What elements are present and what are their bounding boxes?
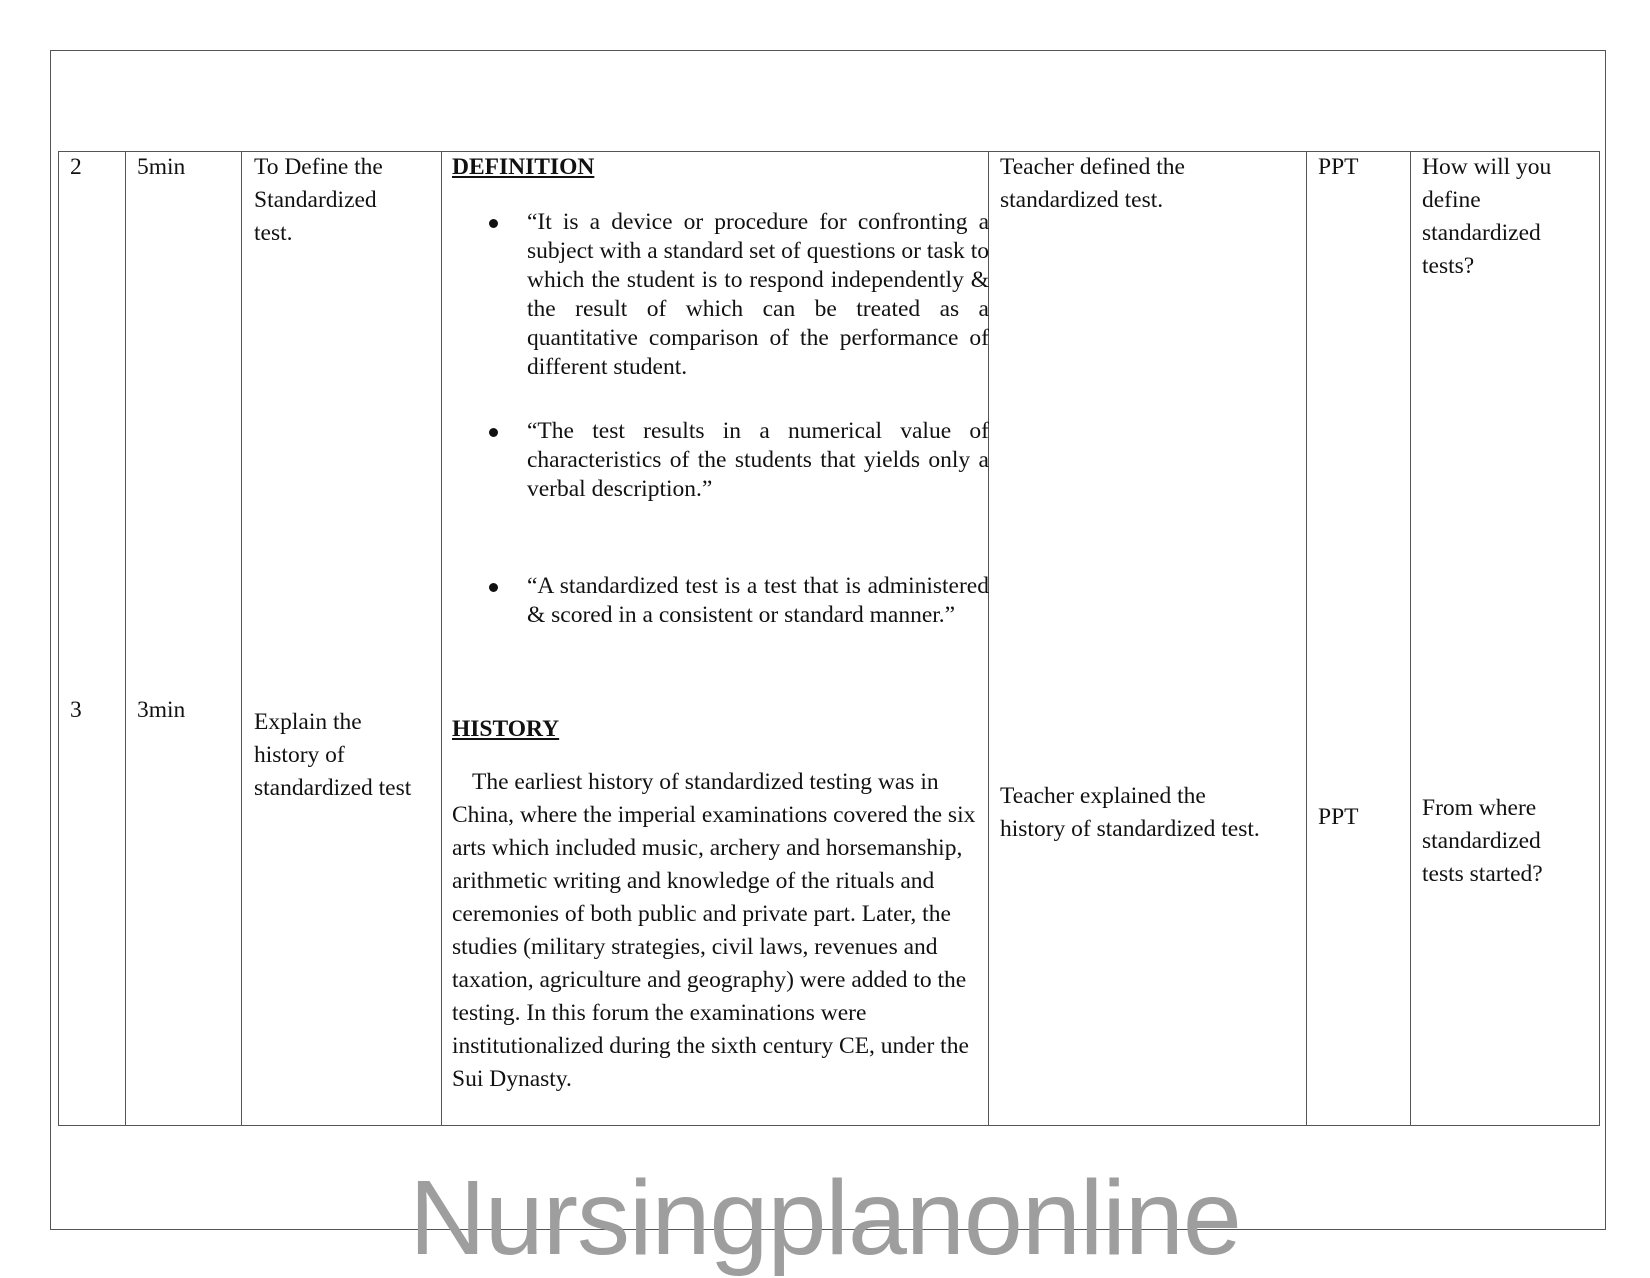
- bullet-icon: [489, 583, 498, 592]
- history-paragraph: The earliest history of standardized testing was in China, where the imperial examinations covered the six arts which included music, archery and horsemanship, arithmetic writing and knowledge of the rituals and ceremonies of both public and private part. Later, the studies (military strategies, civil laws, revenues and taxation, agriculture and geography) were added to the testing. In this forum the examinations were institutionalized during the sixth century CE, under the Sui Dynasty.: [452, 769, 976, 1092]
- objective-line: history of: [254, 742, 345, 768]
- definition-item: [467, 417, 989, 504]
- evaluation-line: standardized: [1422, 828, 1541, 854]
- activity-line: history of standardized test.: [1000, 816, 1260, 842]
- row-3-av-aid: PPT: [1318, 804, 1359, 830]
- definition-text: “A standardized test is a test that is administered & scored in a consistent or standard manner.”: [527, 573, 989, 628]
- evaluation-line: How will you: [1422, 154, 1552, 180]
- objective-line: Standardized: [254, 187, 377, 213]
- column-divider: [441, 151, 442, 1126]
- row-3-objective: [254, 706, 438, 805]
- column-divider: [1410, 151, 1411, 1126]
- activity-line: standardized test.: [1000, 187, 1164, 213]
- definition-list: [467, 208, 989, 382]
- row-2-teacher-activity: [1000, 151, 1300, 217]
- definition-item: [467, 572, 989, 630]
- row-2-evaluation: [1422, 151, 1600, 283]
- history-heading: HISTORY: [452, 716, 560, 742]
- column-divider: [241, 151, 242, 1126]
- bullet-icon: [489, 428, 498, 437]
- definition-heading: DEFINITION: [452, 154, 595, 180]
- objective-line: Explain the: [254, 709, 362, 735]
- activity-line: Teacher explained the: [1000, 783, 1206, 809]
- row-3-teacher-activity: [1000, 780, 1300, 846]
- activity-line: Teacher defined the: [1000, 154, 1185, 180]
- evaluation-line: tests?: [1422, 253, 1475, 279]
- definition-item: [467, 208, 989, 382]
- bullet-icon: [489, 219, 498, 228]
- row-2-serial-number: 2: [70, 154, 82, 180]
- row-3-time: 3min: [137, 697, 186, 723]
- objective-line: test.: [254, 220, 293, 246]
- row-2-objective: [254, 151, 438, 250]
- row-2-av-aid: PPT: [1318, 154, 1359, 180]
- definition-text: “The test results in a numerical value of characteristics of the students that yields only a verbal description.”: [527, 418, 989, 502]
- row-3-serial-number: 3: [70, 697, 82, 723]
- evaluation-line: tests started?: [1422, 861, 1543, 887]
- objective-line: To Define the: [254, 154, 383, 180]
- evaluation-line: From where: [1422, 795, 1537, 821]
- row-2-time: 5min: [137, 154, 186, 180]
- definition-list: [467, 572, 989, 630]
- definition-list: [467, 417, 989, 504]
- column-divider: [125, 151, 126, 1126]
- evaluation-line: define: [1422, 187, 1481, 213]
- watermark-text: Nursingplanonline: [409, 1159, 1241, 1277]
- definition-text: “It is a device or procedure for confronting a subject with a standard set of questions or task to which the student is to respond independently & the result of which can be treated as a quantitative comparison of the performance of different student.: [527, 209, 989, 380]
- objective-line: standardized test: [254, 775, 412, 801]
- row-3-evaluation: [1422, 792, 1600, 891]
- column-divider: [1306, 151, 1307, 1126]
- evaluation-line: standardized: [1422, 220, 1541, 246]
